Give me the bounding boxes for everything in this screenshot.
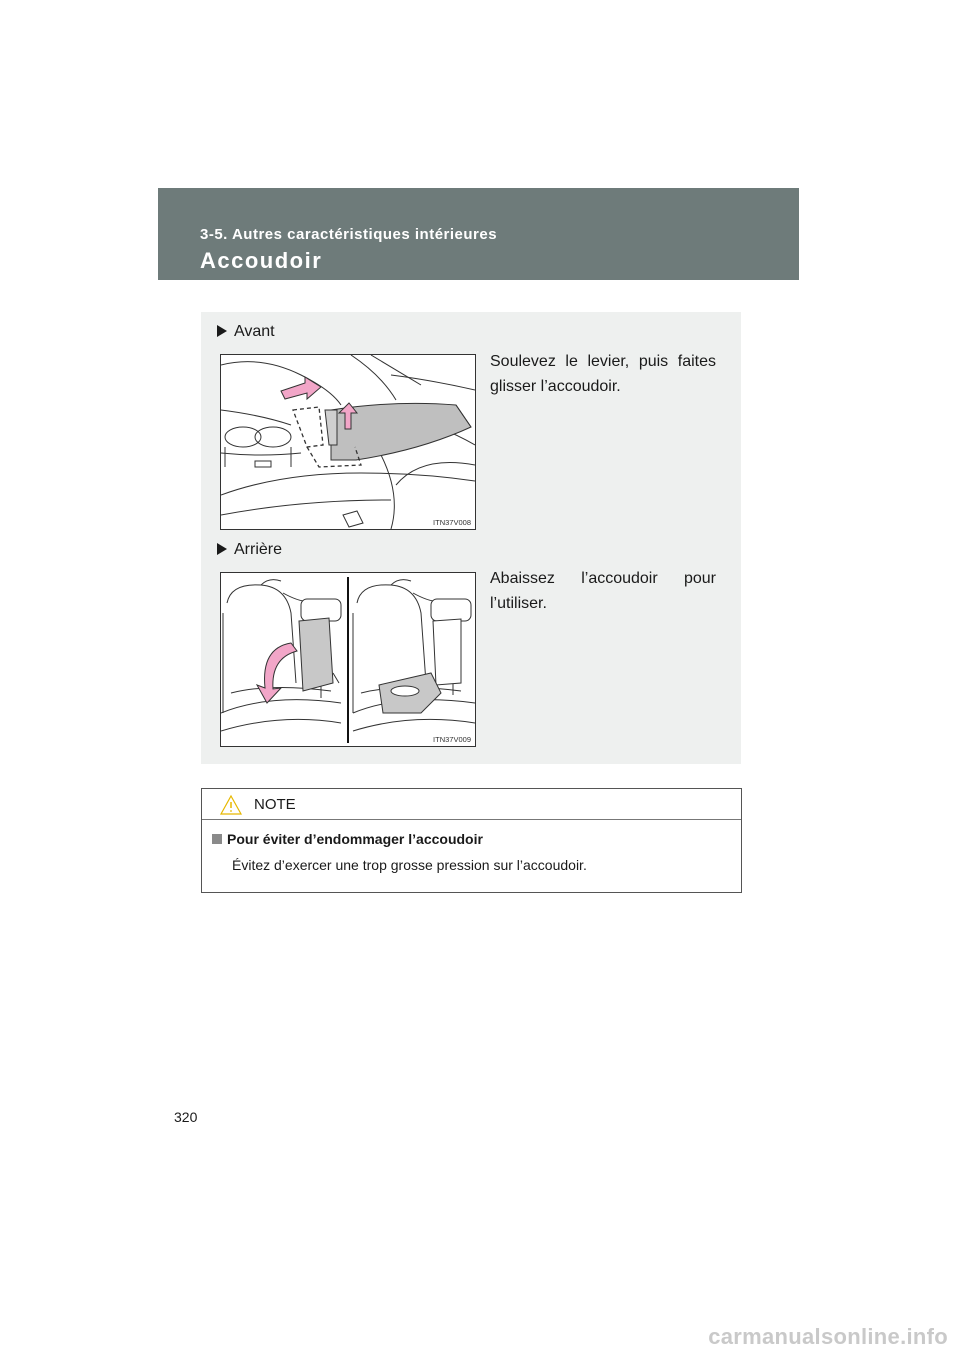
page-number: 320 (174, 1109, 198, 1125)
note-title: Pour éviter d’endommager l’accoudoir (227, 831, 483, 847)
triangle-right-icon (217, 325, 227, 337)
note-heading: NOTE (254, 796, 296, 813)
note-text: Évitez d’exercer une trop grosse pression sur l’accoudoir. (232, 857, 587, 873)
front-heading (217, 323, 275, 341)
front-label: Avant (234, 323, 275, 340)
rear-image-code: ITN37V009 (433, 735, 471, 744)
page-title: Accoudoir (200, 248, 323, 273)
rear-armrest-illustration (220, 572, 476, 747)
content-panel (201, 312, 741, 764)
warning-icon (219, 794, 243, 816)
triangle-right-icon (217, 543, 227, 555)
front-description: Soulevez le levier, puis faites glisser l’accoudoir. (490, 353, 716, 395)
front-armrest-drawing (221, 355, 475, 529)
watermark: carmanualsonline.info (708, 1324, 948, 1349)
bullet-square-icon (212, 834, 222, 844)
rear-label: Arrière (234, 541, 283, 558)
rear-armrest-drawing (221, 573, 475, 746)
front-image-code: ITN37V008 (433, 518, 471, 527)
note-box (201, 788, 742, 893)
section-header (158, 188, 799, 280)
note-header (202, 789, 741, 820)
section-title: 3-5. Autres caractéristiques intérieures (200, 226, 498, 243)
front-armrest-illustration (220, 354, 476, 530)
rear-heading (217, 541, 282, 559)
rear-description: Abaissez l’accoudoir pour l’utiliser. (490, 570, 716, 612)
